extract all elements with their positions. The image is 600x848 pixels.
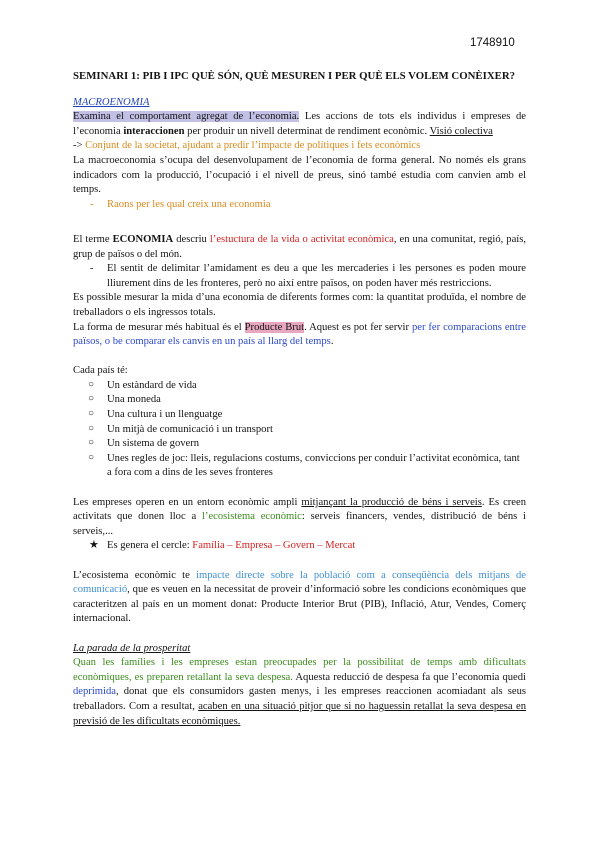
list-item: ○ Una moneda [88,393,161,406]
macro-paragraph-2: La macroeconomia s’ocupa del desenvolupament de l’economia de forma general. No només els grans indicadors com la producció, l’ocupació i el nivell de preus, sinó també estudia com canvien amb el temps. [73,154,526,196]
highlight: Producte Brut [244,321,305,333]
list-item: ○ Una cultura i un llenguatge [88,408,223,421]
macro-arrow-note: -> Conjunt de la societat, ajudant a predir l’impacte de polítiques i fets econòmics [73,140,421,152]
circle-bullet-icon: ○ [88,422,95,434]
circle-bullet-icon: ○ [88,408,95,420]
list-item: ○ Un mitjà de comunicació i un transport [88,422,273,435]
economia-paragraph-2: Es possible mesurar la mida d’una economia de diferents formes com: la quantitat produïda, el nombre de treballadors o els ingressos totals. [73,292,526,318]
circle-bullet-icon: ○ [88,437,95,449]
ecosistema-paragraph: L’ecosistema econòmic te impacte directe sobre la població com a conseqüència dels mitjans de comunicació, que es veuen en la necessitat de proveir d’informació sobre les condicions econòmiques que caracteritzen al país en un moment donat: Producte Interior Brut (PIB), Inflació, Atur, Vendes, Comerç internacional. [73,569,526,625]
dash-icon: - [90,263,94,275]
list-item: ★ Es genera el cercle: Família – Empresa – Govern – Mercat [89,539,356,552]
page-title: SEMINARI 1: PIB I IPC QUÈ SÓN, QUÈ MESUREN I PER QUÈ ELS VOLEM CONÈIXER? [73,70,516,82]
macro-paragraph-1: Examina el comportament agregat de l’economia. Les accions de tots els individus i empreses de l’economia interaccionen per produir un nivell determinat de rendiment econòmic. Visió colectiva [73,111,526,137]
circle-bullet-icon: ○ [88,393,95,405]
document-body [73,60,526,729]
cada-pais-heading: Cada país té: [73,365,128,377]
list-item: ○ Unes regles de joc: lleis, regulacions costums, conviccions per conduir l’activitat econòmica, tant a fora com a dins de les seves fronteres [88,451,520,479]
arrow-icon: -> [73,140,86,152]
economia-paragraph-3: La forma de mesurar més habitual és el Producte Brut. Aquest es pot fer servir per fer comparacions entre països, o be comparar els canvis en un país al llarg del temps. [73,321,527,348]
empreses-paragraph: Les empreses operen en un entorn econòmic ampli mitjançant la producció de béns i serveis. Es creen activitats que donen lloc a l’ecosistema econòmic: serveis financers, vendes, distribució de béns i serveis,... [73,496,526,537]
circle-bullet-icon: ○ [88,451,95,463]
economia-paragraph-1: El terme ECONOMIA descriu l’estuctura de la vida o activitat econòmica, en una comunitat, regió, país, grup de països o del món. [73,233,527,260]
list-item: - Raons per les qual creix una economia [73,198,526,213]
star-icon: ★ [89,539,99,552]
document-id: 1748910 [470,37,515,49]
dash-icon: - [90,198,94,210]
section-heading-macro: MACROENOMIA [73,96,150,108]
highlight: Examina el comportament agregat de l’economia. [73,111,300,123]
parada-heading: La parada de la prosperitat [73,642,191,654]
list-item: ○ Un estàndard de vida [88,378,197,391]
list-item: ○ Un sistema de govern [88,437,200,450]
parada-paragraph: Quan les famílies i les empreses estan preocupades per la possibilitat de temps amb dificultats econòmiques, es preparen retallant la seva despesa. Aquesta reducció de despesa fa que l’economia quedi deprimida, donat que els consumidors gasten menys, i les empreses reaccionen acomiadant als seus treballadors. Com a resultat, acaben en una situació pitjor que si no haguessin retallat la seva despesa en previsió de les dificultats econòmiques. [73,657,526,727]
circle-bullet-icon: ○ [88,378,95,390]
list-item: - El sentit de delimitar l’amidament es deu a que les mercaderies i les persones es poden moure lliurement dins de les fronteres, però no així entre països, on poden haver més restriccions. [90,263,526,289]
